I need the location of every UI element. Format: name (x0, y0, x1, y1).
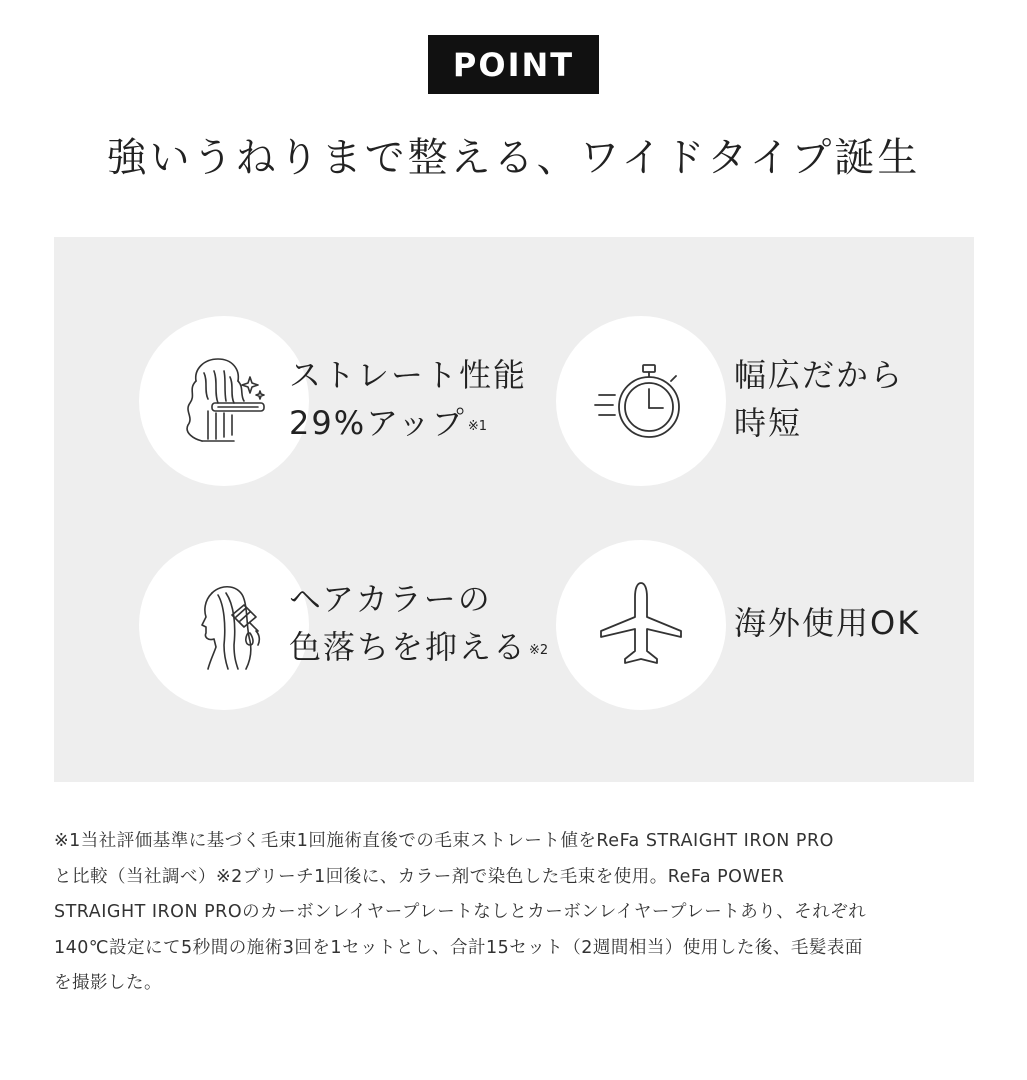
stopwatch-icon (591, 351, 691, 451)
footnote-line: を撮影した。 (54, 973, 162, 993)
footnote-marker: ※2 (529, 643, 549, 658)
feature-text (734, 351, 904, 447)
page-title: 強いうねりまで整える、ワイドタイプ誕生 (106, 135, 921, 181)
feature-icon-circle (139, 540, 309, 710)
footnote-line: と比較（当社調べ）※2ブリーチ1回後に、カラー剤で染色した毛束を使用。ReFa POWER (54, 866, 785, 887)
feature-line1: 海外使用OK (734, 604, 921, 642)
airplane-icon (591, 575, 691, 675)
feature-text (734, 599, 920, 647)
feature-line2: 時短 (734, 404, 803, 442)
feature-line2 (289, 399, 527, 447)
feature-text (289, 351, 527, 447)
feature-line2 (289, 623, 548, 671)
feature-icon-circle (556, 540, 726, 710)
feature-line2-text: 29%アップ (289, 404, 466, 442)
feature-line1: ヘアカラーの (289, 580, 492, 618)
point-badge: POINT (428, 35, 599, 94)
feature-line2-text: 色落ちを抑える (289, 628, 528, 666)
footnotes (54, 824, 979, 1002)
feature-icon-circle (556, 316, 726, 486)
features-panel (54, 237, 974, 782)
hair-color-icon (174, 575, 274, 675)
feature-icon-circle (139, 316, 309, 486)
feature-text (289, 575, 548, 671)
footnote-line: ※1当社評価基準に基づく毛束1回施術直後での毛束ストレート値をReFa STRAIGHT IRON PRO (54, 831, 834, 851)
footnote-line: STRAIGHT IRON PROのカーボンレイヤープレートなしとカーボンレイヤープレートあり、それぞれ (54, 902, 867, 922)
hair-straightening-icon (174, 351, 274, 451)
footnote-marker: ※1 (467, 419, 488, 434)
feature-line1: ストレート性能 (289, 356, 528, 394)
footnote-line: 140℃設定にて5秒間の施術3回を1セットとし、合計15セット（2週間相当）使用した後、毛髪表面 (54, 937, 863, 958)
feature-line1: 幅広だから (734, 356, 905, 394)
